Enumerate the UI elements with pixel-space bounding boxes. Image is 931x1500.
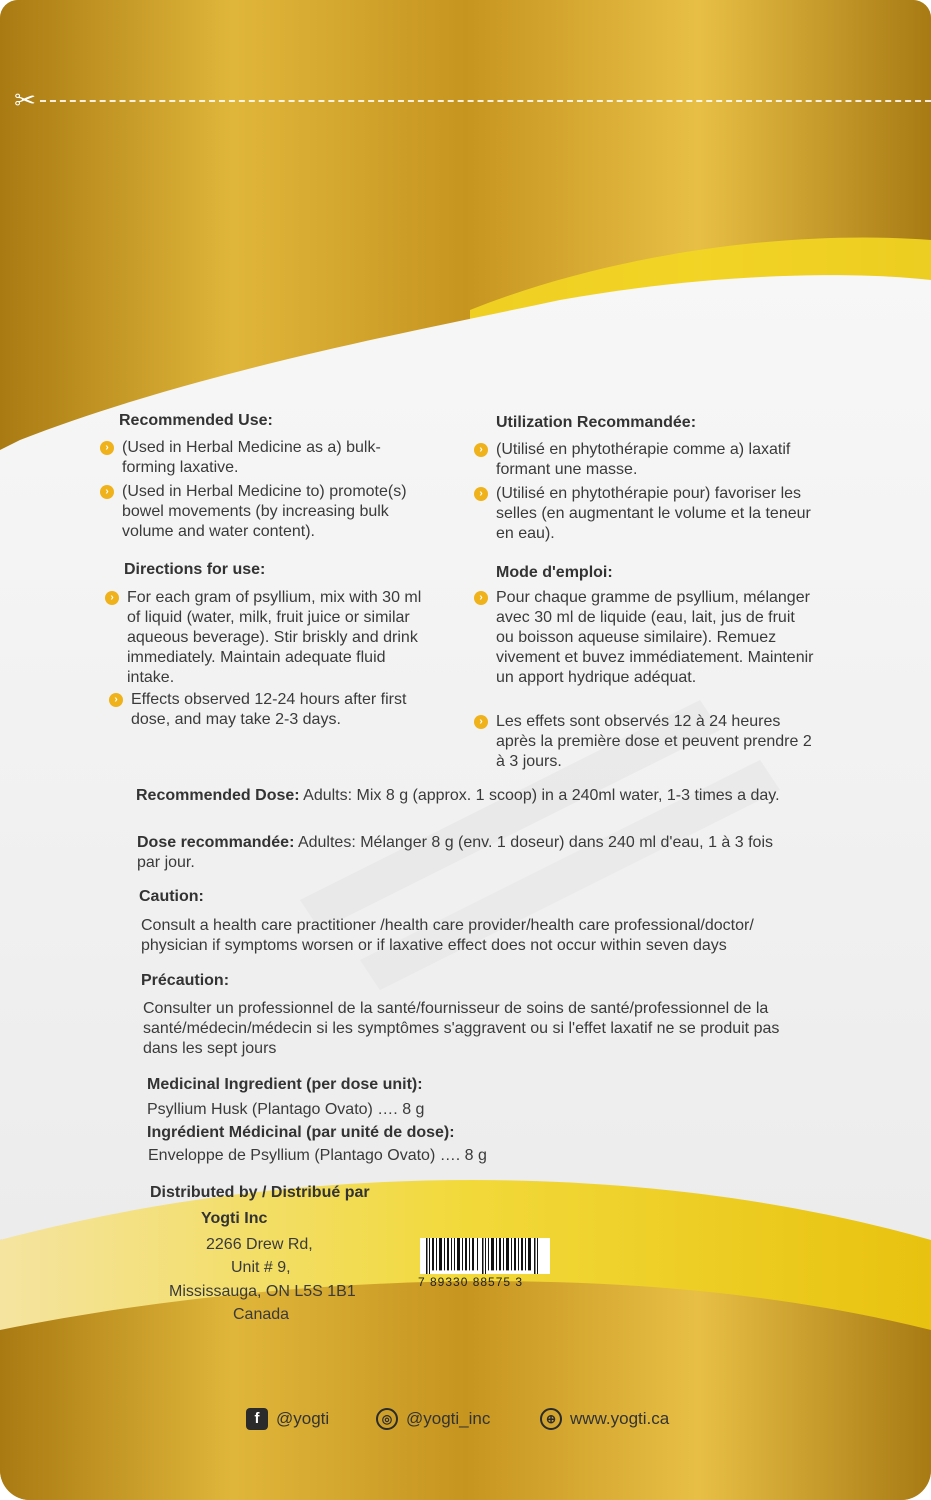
distributor-city: Mississauga, ON L5S 1B1 [169,1283,356,1300]
bullet-arrow-icon: › [109,693,123,707]
recommended-use-heading: Recommended Use: [119,412,273,429]
bullet-arrow-icon: › [474,715,488,729]
mode-item-text: Les effets sont observés 12 à 24 heures après la première dose et peuvent prendre 2 à 3 jours. [496,713,812,770]
recommended-dose-text: Adults: Mix 8 g (approx. 1 scoop) in a 240ml water, 1-3 times a day. [299,787,780,804]
social-instagram [376,1408,490,1430]
website-url: www.yogti.ca [570,1409,670,1428]
utilization-item [479,440,816,480]
bullet-arrow-icon: › [105,591,119,605]
recommended-use-item-text: (Used in Herbal Medicine to) promote(s) bowel movements (by increasing bulk volume and water content). [122,483,407,540]
barcode-image [420,1238,550,1274]
directions-item [110,588,432,688]
bullet-arrow-icon: › [474,591,488,605]
recommended-dose-label: Recommended Dose: [136,787,300,804]
distributor-heading: Distributed by / Distribué par [150,1184,370,1201]
directions-item-text: Effects observed 12-24 hours after first dose, and may take 2-3 days. [131,691,407,728]
mode-item [479,588,816,688]
scissors-icon: ✂ [14,86,36,116]
recommended-use-item [105,438,422,478]
caution-heading: Caution: [139,888,204,905]
dose-recommandee-text: Adultes: Mélanger 8 g (env. 1 doseur) dans 240 ml d'eau, 1 à 3 fois par jour. [137,834,773,871]
distributor-name: Yogti Inc [201,1210,268,1227]
utilization-heading: Utilization Recommandée: [496,414,697,431]
bullet-arrow-icon: › [474,487,488,501]
instagram-icon: ◎ [376,1408,398,1430]
distributor-country: Canada [233,1306,290,1323]
instagram-handle: @yogti_inc [406,1409,491,1428]
ingredient-en-heading: Medicinal Ingredient (per dose unit): [147,1076,423,1093]
globe-icon: ⊕ [540,1408,562,1430]
bullet-arrow-icon: › [100,485,114,499]
directions-heading: Directions for use: [124,561,266,578]
recommended-use-item-text: (Used in Herbal Medicine as a) bulk-forming laxative. [122,439,381,476]
utilization-item-text: (Utilisé en phytothérapie comme a) laxatif formant une masse. [496,441,791,478]
distributor-address2: Unit # 9, [231,1259,291,1276]
mode-item-text: Pour chaque gramme de psyllium, mélanger avec 30 ml de liquide (eau, lait, jus de fruit ou boisson aqueuse similaire). Remuez vivement et buvez immédiatement. Maintenir un apport hydrique adéquat. [496,589,814,686]
ingredient-fr-heading: Ingrédient Médicinal (par unité de dose): [147,1124,455,1141]
dose-recommandee [137,833,797,873]
ingredient-fr-text: Enveloppe de Psyllium (Plantago Ovato) …. 8 g [148,1147,487,1164]
directions-item [114,690,431,730]
facebook-icon: f [246,1408,268,1430]
caution-text: Consult a health care practitioner /health care provider/health care professional/doctor/ physician if symptoms worsen or if laxative effect does not occur within seven days [141,917,754,954]
recommended-use-item [105,482,422,542]
social-website [540,1408,669,1430]
ingredient-en-text: Psyllium Husk (Plantago Ovato) …. 8 g [147,1101,425,1118]
distributor-address1: 2266 Drew Rd, [206,1236,313,1253]
social-facebook [246,1408,329,1430]
facebook-handle: @yogti [276,1409,330,1428]
barcode-number: 7 89330 88575 3 [418,1275,524,1289]
precaution-heading: Précaution: [141,972,230,989]
mode-item [479,712,816,772]
utilization-item [479,484,816,544]
bullet-arrow-icon: › [100,441,114,455]
recommended-dose [136,786,796,806]
dose-recommandee-label: Dose recommandée: [137,834,295,851]
mode-heading: Mode d'emploi: [496,564,613,581]
bullet-arrow-icon: › [474,443,488,457]
directions-item-text: For each gram of psyllium, mix with 30 ml of liquid (water, milk, fruit juice or similar aqueous beverage). Stir briskly and drink immediately. Maintain adequate fluid intake. [127,589,422,686]
precaution-text: Consulter un professionnel de la santé/fournisseur de soins de santé/professionnel de la santé/médecin/médecin si les symptômes s'aggravent ou si l'effet laxatif ne se produit pas dans les sept jours [143,1000,780,1057]
utilization-item-text: (Utilisé en phytothérapie pour) favoriser les selles (en augmentant le volume et la teneur en eau). [496,485,811,542]
